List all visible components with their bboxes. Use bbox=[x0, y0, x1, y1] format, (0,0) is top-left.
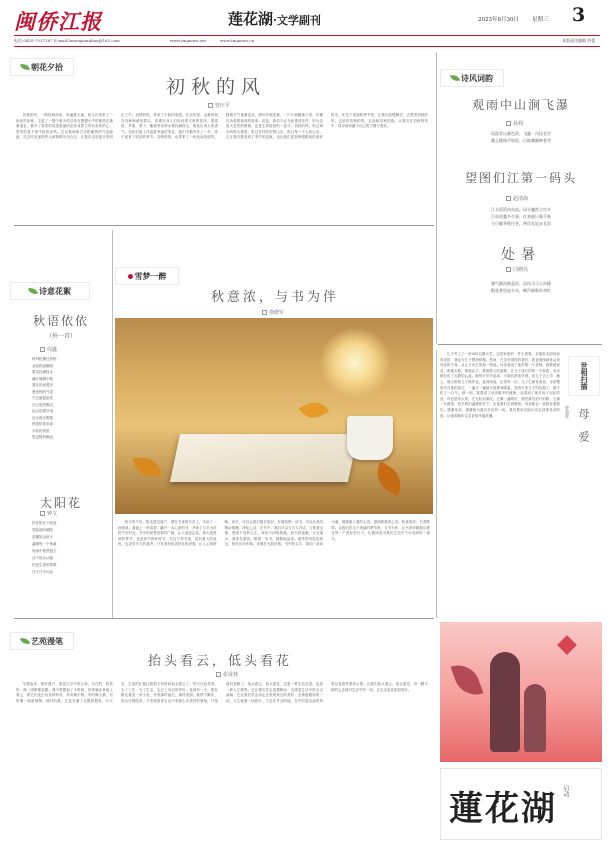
article3-author: 张成林 bbox=[216, 671, 238, 678]
poem-r3-title: 处暑 bbox=[501, 247, 541, 263]
page-number: 3 bbox=[572, 4, 586, 26]
poem-l1-subtitle: （外一首） bbox=[45, 333, 76, 340]
poem-l1-body: 秋风轻拂过原野 金色稻浪翻滚 果实挂满枝头 落叶铺满小路 我在田间漫步 感受秋的气息 天空湛蓝如洗 白云悠然飘过 远山层林尽染 近水波光粼粼 秋语依依诉说 丰收的喜悦 思念随风飘远 bbox=[32, 357, 57, 439]
article1-author: 曾庆平 bbox=[208, 102, 230, 109]
rule-a1 bbox=[14, 225, 434, 226]
issue-date: 2023年8月30日 bbox=[478, 17, 519, 23]
illustration-figure-child bbox=[524, 684, 546, 752]
author-box-icon bbox=[208, 103, 213, 108]
photo-cup bbox=[347, 416, 393, 460]
poem-r2-author: 赵清海 bbox=[506, 195, 528, 202]
rule-right-poems bbox=[438, 344, 602, 345]
poem-l2-author: 钟文 bbox=[40, 510, 57, 517]
article1-body: 初秋的风，一路轻吻而来，吹遍着大地，给人们带来了一丝丝的凉意。宝蓝了一整个夏天的浮热在慢慢火中的郁热在渐渐退去，撩开了原来的或是艳丽的花朵身影与所有炎热的心，带来的是不徐不疾的凉风。它以柔和的方式把燥热的气息驱逐，过去时光里那些人和物都历历在目，让我们走进夏日的回忆之中。初秋的风，带来了丰收的喜悦。在农田里，金黄的稻谷沉甸甸地低着头，仿佛在向人们诉说着丰收的喜讯。果园里，苹果、梨子、葡萄等各种水果挂满枝头，散发出诱人的香气。农民们脸上洋溢着幸福的笑容，他们辛勤劳作了一年，终于迎来了收获的季节。初秋的风，也带来了一丝淡淡的忧伤。随着天气逐渐变凉，树叶开始变黄，一片片地飘落下来，仿佛在诉说着离别的故事。但是，我们不必为此感到悲伤，因为这是大自然的规律，也是生命轮回的一部分。初秋的风，吹过城市的街头巷尾，吹过乡村的田野山川，吹过每一个人的心田。它让我们感受到了季节的变换，也让我们更加珍惜眼前的美好时光。在这个美丽的季节里，让我们放慢脚步，去感受初秋的风，去欣赏初秋的景，去品味初秋的韵。让我们在初秋的风中，找寻那份属于自己的宁静与美好。 bbox=[16, 113, 428, 140]
article3-title: 抬头看云，低头看花 bbox=[147, 654, 292, 669]
article4-author: 曾婧蕾 bbox=[565, 406, 570, 418]
section-sub: ·文学副刊 bbox=[273, 14, 321, 27]
issue-weekday: 星期三 bbox=[532, 17, 549, 23]
section-name: 莲花湖 bbox=[228, 10, 274, 28]
article1-title: 初秋的风 bbox=[165, 76, 266, 98]
tag-poetic-flowers: 诗意花絮 bbox=[10, 282, 90, 300]
illustration-figure-mother bbox=[490, 652, 520, 752]
poem-r2-body: 江水滔滔向东流，码头巍然立岸头 百年沧桑多少事，往来船只载千秋 今日繁华胜往昔，两岸友谊永长留 bbox=[491, 207, 551, 226]
info-bar bbox=[14, 36, 600, 46]
poem-r3-body: 暑气渐消秋意浓，凉风习习入帘栊 稻花香里说丰年，蝉声渐歇叶初红 bbox=[491, 281, 551, 293]
column-divider-left bbox=[112, 230, 113, 618]
photo-book bbox=[170, 434, 358, 482]
article4-title: 母爱 bbox=[577, 408, 590, 454]
illustration-heart bbox=[557, 635, 577, 655]
phone: 电话:0435-7537167 bbox=[14, 38, 53, 43]
tag-social-scan: 世相扫描 bbox=[568, 356, 600, 396]
autumn-book-photo bbox=[115, 318, 433, 514]
article4-body: 儿子考上了一所985名牌大学，这是家里的一件大喜事。亲朋好友纷纷前来祝贺，我也为儿子感到骄傲。然而，在这份喜悦的背后，我更深深地体会到母亲的不易。从儿子出生的那一刻起，母亲就成了他的第一个老师。她教他说话，教他走路，教他认字，教他做人的道理。在儿子成长的每一个阶段，母亲都付出了无数的心血。她每天早早起床，为我们准备早餐，送儿子去上学；晚上，她又陪着儿子做作业，直到深夜。记得有一次，儿子生病发高烧，母亲整夜守在他的床边，一遍又一遍地为他擦身降温，直到天亮儿子的烧退了，她才松了一口气。那一刻，我看到了母亲眼中的疲惫，也看到了她对孩子无私的爱。母爱是伟大的，它无私而深沉。它像一盏明灯，照亮我们前行的路；它像一片港湾，给予我们温暖和安宁。无论我们走到哪里，母爱都会一直陪伴着我们。感谢母亲，感谢她为我们付出的一切。我们要用实际行动去回报母亲的爱，让她的晚年生活更加幸福美满。 bbox=[440, 352, 560, 418]
dot-icon bbox=[127, 273, 133, 279]
leaf-icon bbox=[20, 62, 30, 72]
poem-r1-body: 雨落青山雾色浓，飞瀑一泻挂长空 溅玉跳珠声如雷，白练飘飘映苍穹 bbox=[491, 131, 551, 143]
poem-l2-title: 太阳花 bbox=[39, 496, 82, 510]
poem-l1-title: 秋语依依 bbox=[32, 314, 89, 328]
website-alt: www.tmjnews.cn bbox=[220, 38, 255, 43]
masthead bbox=[0, 0, 609, 34]
leaf-icon bbox=[450, 73, 460, 83]
website: www.tmjnews.net bbox=[170, 38, 206, 43]
banner-calligraphy: 蓮花湖 bbox=[449, 789, 557, 829]
poem-r3-author: 闫晓亮 bbox=[506, 266, 528, 273]
page-editor: 本版责任编辑 符蕾 bbox=[562, 38, 596, 43]
lotus-lake-banner bbox=[440, 768, 602, 840]
tag-art-essay: 艺苑漫笔 bbox=[10, 632, 74, 650]
rule-bottom-section bbox=[14, 618, 434, 619]
tag-poetry-rhyme: 诗风词韵 bbox=[440, 69, 504, 87]
leaf-icon bbox=[20, 636, 30, 646]
header-rule-top bbox=[14, 35, 600, 36]
mother-daughter-illustration bbox=[440, 622, 602, 762]
column-divider-right bbox=[436, 52, 437, 344]
article2-title: 秋意浓，与书为伴 bbox=[210, 290, 339, 305]
illustration-leaf bbox=[451, 659, 484, 700]
poem-r1-author: 孙利 bbox=[506, 120, 523, 127]
photo-leaf-3 bbox=[299, 397, 329, 422]
tag-dream-drunk: 雪梦一醉 bbox=[115, 267, 179, 285]
article2-body: 秋天的午后，阳光透过窗户，洒在书桌的书页上，平添了一丝暖意。我泡上一杯清茶，翻开一本心爱的书，开始了与书为伴的午后时光。书中的世界是那样广阔，让人流连忘返。秋天是收获的季节，也是读书的好时节。在这个季节里，没有夏天的炎热，也没有冬天的寒冷，只有那份恰到好处的凉爽，让人心情舒畅。读书，可以让我们增长知识，开阔视野；读书，可以让我们陶冶情操，净化心灵。在书中，我们可以与古人对话，与智者交流，感受不同的人生，体验不同的情感。秋天的夜晚，月光如水，我坐在窗前，捧着一本书，静静地品读。窗外的风轻轻吹过，树叶沙沙作响，仿佛在为我伴奏。书中的文字，如同一条条小溪，缓缓流入我的心田，滋润着我的心灵。秋意浓浓，书香阵阵。让我们在这个美丽的季节里，与书为伴，让书香伴随我们度过每一个美好的日子，让阅读成为我们生活中不可或缺的一部分。 bbox=[118, 520, 430, 547]
article2-author: 徐晓军 bbox=[262, 309, 284, 316]
banner-sub: 启动 bbox=[562, 785, 569, 797]
email: E-mail:lumenjiangbao@163.com bbox=[54, 38, 120, 43]
poem-l1-author: 周鑫 bbox=[40, 346, 57, 353]
photo-leaf-2 bbox=[370, 461, 409, 496]
tag-morning-flowers: 朝花夕拾 bbox=[10, 58, 74, 76]
poem-l2-body: 你在阳光下绽放 笑脸迎向朝阳 花瓣如金似火 温暖每一个角落 风雨中依然挺立 从不低头认输 你是生命的赞歌 在平凡中闪光 bbox=[32, 521, 57, 574]
photo-sun-glow bbox=[320, 328, 390, 398]
column-divider-article4 bbox=[436, 350, 437, 618]
poem-r1-title: 观雨中山涧飞瀑 bbox=[471, 98, 570, 112]
photo-leaf-1 bbox=[133, 458, 161, 476]
header-rule-bottom bbox=[14, 46, 600, 47]
article3-body: 早晨起来，推开窗户，看见天空中的云朵，白白的，软软的，像一团团棉花糖。我不禁想起了小时候，常常躺在草地上看云，看它们变幻出各种形状，有时像小狗，有时像小猫，有时像一座座城堡。那时的我，总是充满了无限的想象。长大后，生活的忙碌让我很少有时间抬头看云了。每天行色匆匆，为了工作，为了生活，忘记了身边的美好。直到有一天，我在路边看见一朵小花，开得那样灿烂，那样美丽。我停下脚步，低头仔细欣赏，才发现原来生活中有那么多美好的事物，只是我们忽略了。抬头看云，低头看花，这是一种生活态度，也是一种人生境界。它让我们学会放慢脚步，去感受生活中的点点滴滴；它让我们学会用心去发现身边的美好，去珍惜眼前的一切。人生就像一场旅行，不必在乎目的地，在乎的是沿途的风景以及看风景的心情。让我们抬头看云，低头看花，用一颗平和的心去面对生活中的一切，让生活变得更加美好。 bbox=[16, 682, 428, 703]
masthead-logo: 闽侨江报 bbox=[14, 9, 102, 34]
leaf-icon bbox=[28, 286, 38, 296]
section-title bbox=[228, 8, 321, 29]
poem-r2-title: 望图们江第一码头 bbox=[464, 171, 577, 185]
